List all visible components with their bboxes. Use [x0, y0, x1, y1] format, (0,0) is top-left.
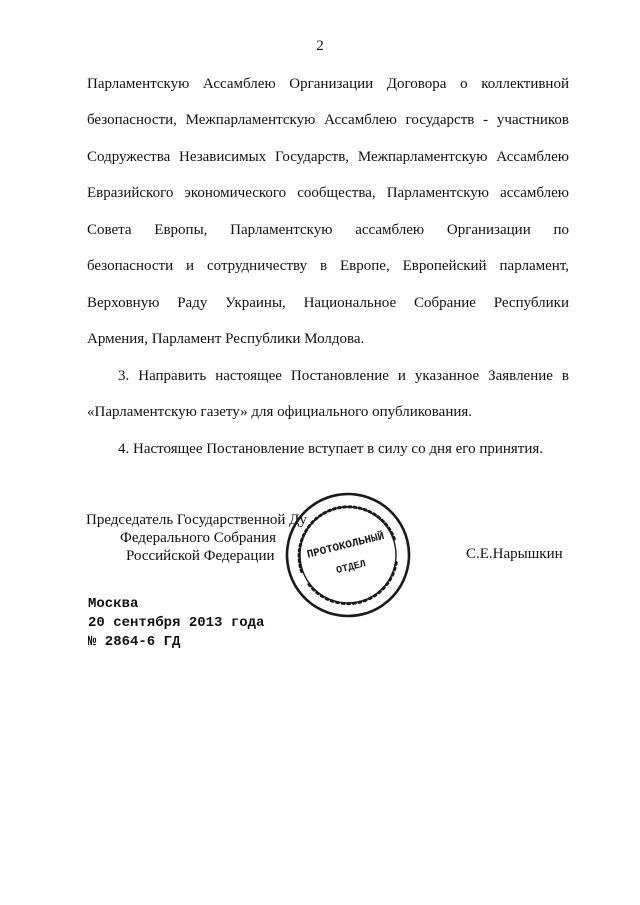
item-4-line: 4. Настоящее Постановление вступает в силу со дня его принятия.	[118, 441, 544, 457]
body-line: безопасности, Межпарламентскую Ассамблею государств - участников	[87, 112, 569, 128]
body-line: безопасности и сотрудничеству в Европе, Европейский парламент,	[87, 258, 569, 274]
item-3-line: 3. Направить настоящее Постановление и указанное Заявление в	[118, 368, 569, 384]
signatory-title-line: Российской Федерации	[126, 548, 275, 564]
signatory-name: С.Е.Нарышкин	[466, 546, 563, 562]
footer-city: Москва	[88, 596, 139, 612]
footer-document-number: № 2864-6 ГД	[88, 634, 181, 650]
signatory-title-line: Председатель Государственной Ду	[86, 512, 307, 528]
body-line: Верховную Раду Украины, Национальное Собрание Республики	[87, 295, 569, 311]
seal-center-bottom-text: ОТДЕЛ	[335, 559, 368, 578]
footer-date: 20 сентября 2013 года	[88, 615, 265, 631]
body-line: Армения, Парламент Республики Молдова.	[87, 331, 365, 347]
signatory-title-line: Федерального Собрания	[120, 530, 277, 546]
page-number: 2	[316, 38, 324, 54]
body-line: Евразийского экономического сообщества, Парламентскую ассамблею	[87, 185, 569, 201]
body-line: Совета Европы, Парламентскую ассамблею Организации по	[87, 222, 569, 238]
seal-center-top-text: ПРОТОКОЛЬНЫЙ	[305, 530, 386, 562]
body-line: Парламентскую Ассамблею Организации Договора о коллективной	[87, 76, 569, 92]
item-3-line: «Парламентскую газету» для официального опубликования.	[87, 404, 473, 420]
body-line: Содружества Независимых Государств, Межпарламентскую Ассамблею	[87, 149, 569, 165]
official-seal-stamp	[283, 490, 413, 620]
